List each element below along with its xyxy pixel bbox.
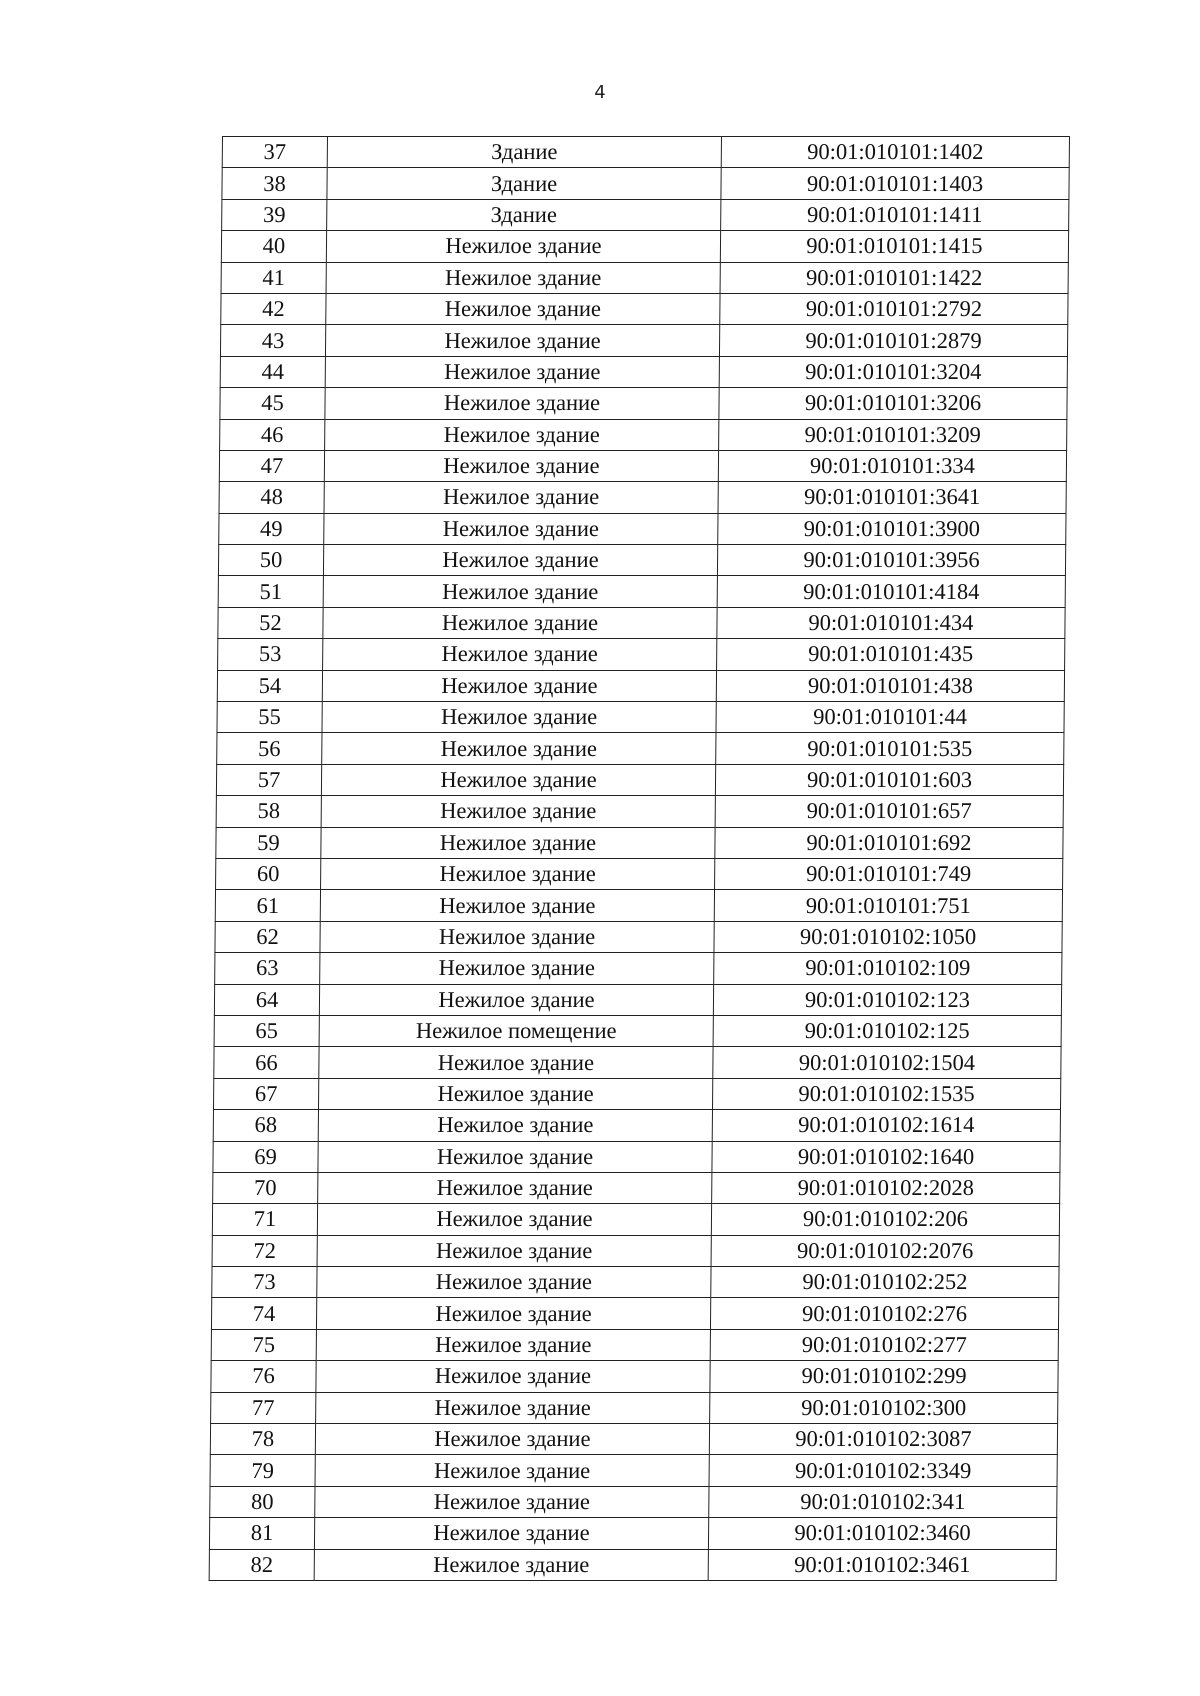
row-number-cell: 58	[216, 796, 321, 827]
object-type-cell: Нежилое здание	[323, 607, 717, 638]
table-row	[212, 1267, 1059, 1298]
page-number: 4	[594, 82, 606, 103]
object-type-cell: Здание	[327, 199, 721, 230]
row-number-cell: 78	[210, 1424, 315, 1455]
object-type-cell: Нежилое здание	[314, 1549, 708, 1580]
cadastral-number-cell: 90:01:010102:276	[710, 1298, 1058, 1329]
object-type-cell: Нежилое здание	[315, 1455, 709, 1486]
row-number-cell: 54	[217, 670, 322, 701]
object-type-cell: Нежилое здание	[317, 1267, 711, 1298]
cadastral-number-cell: 90:01:010101:1403	[721, 168, 1069, 199]
object-type-cell: Нежилое здание	[319, 1047, 713, 1078]
table-container	[209, 136, 1069, 1581]
table-row	[214, 1015, 1061, 1046]
object-type-cell: Нежилое здание	[325, 325, 719, 356]
cadastral-number-cell: 90:01:010101:3209	[719, 419, 1067, 450]
cadastral-number-cell: 90:01:010101:751	[714, 890, 1062, 921]
object-type-cell: Нежилое здание	[317, 1235, 711, 1266]
table-row	[213, 1078, 1060, 1109]
cadastral-number-cell: 90:01:010102:300	[710, 1392, 1058, 1423]
table-row	[211, 1392, 1058, 1423]
row-number-cell: 65	[214, 1015, 319, 1046]
table-row	[219, 450, 1066, 481]
row-number-cell: 61	[215, 890, 320, 921]
object-type-cell: Нежилое здание	[315, 1486, 709, 1517]
row-number-cell: 60	[216, 858, 321, 889]
object-type-cell: Нежилое здание	[326, 262, 720, 293]
table-row	[222, 199, 1069, 230]
row-number-cell: 79	[210, 1455, 315, 1486]
table-row	[215, 953, 1062, 984]
cadastral-number-cell: 90:01:010101:434	[717, 607, 1065, 638]
row-number-cell: 41	[221, 262, 326, 293]
object-type-cell: Нежилое здание	[316, 1392, 710, 1423]
row-number-cell: 70	[213, 1172, 318, 1203]
cadastral-number-cell: 90:01:010102:123	[713, 984, 1061, 1015]
table-row	[219, 482, 1066, 513]
row-number-cell: 37	[222, 137, 327, 168]
cadastral-number-cell: 90:01:010102:3087	[709, 1424, 1057, 1455]
table-row	[214, 1047, 1061, 1078]
row-number-cell: 43	[220, 325, 325, 356]
cadastral-number-cell: 90:01:010101:3641	[718, 482, 1066, 513]
table-row	[216, 796, 1063, 827]
cadastral-number-cell: 90:01:010102:206	[711, 1204, 1059, 1235]
cadastral-number-cell: 90:01:010102:3349	[709, 1455, 1057, 1486]
cadastral-number-cell: 90:01:010101:603	[715, 764, 1063, 795]
table-row	[217, 733, 1064, 764]
cadastral-number-cell: 90:01:010102:125	[713, 1015, 1061, 1046]
object-type-cell: Нежилое здание	[323, 576, 717, 607]
table-row	[211, 1329, 1058, 1360]
table-row	[213, 1172, 1060, 1203]
cadastral-number-cell: 90:01:010102:3461	[708, 1549, 1056, 1580]
cadastral-number-cell: 90:01:010101:3206	[719, 388, 1067, 419]
object-type-cell: Нежилое здание	[325, 356, 719, 387]
row-number-cell: 67	[213, 1078, 318, 1109]
row-number-cell: 81	[209, 1518, 314, 1549]
table-row	[213, 1141, 1060, 1172]
table-body	[209, 137, 1069, 1581]
table-row	[212, 1204, 1059, 1235]
row-number-cell: 76	[211, 1361, 316, 1392]
table-row	[209, 1518, 1056, 1549]
object-type-cell: Нежилое здание	[322, 702, 716, 733]
cadastral-number-cell: 90:01:010101:438	[716, 670, 1064, 701]
cadastral-number-cell: 90:01:010102:299	[710, 1361, 1058, 1392]
row-number-cell: 75	[211, 1329, 316, 1360]
table-row	[221, 293, 1068, 324]
cadastral-number-cell: 90:01:010101:535	[716, 733, 1064, 764]
row-number-cell: 66	[214, 1047, 319, 1078]
object-type-cell: Нежилое здание	[315, 1424, 709, 1455]
cadastral-number-cell: 90:01:010101:3900	[718, 513, 1066, 544]
cadastral-number-cell: 90:01:010101:1411	[721, 199, 1069, 230]
table-row	[220, 325, 1067, 356]
cadastral-number-cell: 90:01:010101:692	[715, 827, 1063, 858]
row-number-cell: 73	[212, 1267, 317, 1298]
object-type-cell: Нежилое здание	[324, 450, 718, 481]
row-number-cell: 46	[220, 419, 325, 450]
object-type-cell: Здание	[327, 137, 721, 168]
row-number-cell: 56	[217, 733, 322, 764]
object-type-cell: Нежилое здание	[323, 545, 717, 576]
cadastral-number-cell: 90:01:010102:2028	[712, 1172, 1060, 1203]
object-type-cell: Нежилое здание	[321, 764, 715, 795]
cadastral-number-cell: 90:01:010102:341	[709, 1486, 1057, 1517]
row-number-cell: 82	[209, 1549, 314, 1580]
row-number-cell: 72	[212, 1235, 317, 1266]
cadastral-number-cell: 90:01:010101:2879	[719, 325, 1067, 356]
object-type-cell: Нежилое здание	[314, 1518, 708, 1549]
table-row	[211, 1298, 1058, 1329]
object-type-cell: Нежилое здание	[318, 1110, 712, 1141]
cadastral-number-cell: 90:01:010101:3204	[719, 356, 1067, 387]
object-type-cell: Нежилое здание	[316, 1329, 710, 1360]
object-type-cell: Нежилое здание	[324, 513, 718, 544]
object-type-cell: Нежилое здание	[320, 921, 714, 952]
cadastral-number-cell: 90:01:010102:109	[714, 953, 1062, 984]
row-number-cell: 48	[219, 482, 324, 513]
object-type-cell: Нежилое здание	[321, 796, 715, 827]
object-type-cell: Нежилое здание	[318, 1172, 712, 1203]
object-type-cell: Нежилое здание	[319, 984, 713, 1015]
cadastral-number-cell: 90:01:010101:2792	[720, 293, 1068, 324]
cadastral-number-cell: 90:01:010101:334	[718, 450, 1066, 481]
object-type-cell: Нежилое здание	[322, 733, 716, 764]
table-row	[215, 921, 1062, 952]
cadastral-number-cell: 90:01:010101:1415	[720, 231, 1068, 262]
table-row	[210, 1424, 1057, 1455]
table-row	[210, 1486, 1057, 1517]
table-row	[217, 702, 1064, 733]
cadastral-number-cell: 90:01:010101:1422	[720, 262, 1068, 293]
object-type-cell: Нежилое здание	[318, 1141, 712, 1172]
cadastral-number-cell: 90:01:010102:3460	[708, 1518, 1056, 1549]
object-type-cell: Нежилое здание	[324, 482, 718, 513]
row-number-cell: 62	[215, 921, 320, 952]
cadastral-number-cell: 90:01:010102:1640	[712, 1141, 1060, 1172]
row-number-cell: 57	[216, 764, 321, 795]
row-number-cell: 38	[222, 168, 327, 199]
object-type-cell: Нежилое здание	[316, 1361, 710, 1392]
objects-table	[209, 136, 1070, 1581]
object-type-cell: Нежилое здание	[321, 827, 715, 858]
cadastral-number-cell: 90:01:010101:3956	[717, 545, 1065, 576]
table-row	[222, 168, 1069, 199]
row-number-cell: 51	[218, 576, 323, 607]
object-type-cell: Нежилое здание	[317, 1204, 711, 1235]
row-number-cell: 52	[218, 607, 323, 638]
table-row	[220, 419, 1067, 450]
table-row	[218, 545, 1065, 576]
object-type-cell: Нежилое здание	[320, 953, 714, 984]
cadastral-number-cell: 90:01:010102:277	[710, 1329, 1058, 1360]
object-type-cell: Нежилое здание	[320, 890, 714, 921]
cadastral-number-cell: 90:01:010102:252	[711, 1267, 1059, 1298]
table-row	[218, 639, 1065, 670]
table-row	[213, 1110, 1060, 1141]
object-type-cell: Здание	[327, 168, 721, 199]
row-number-cell: 63	[215, 953, 320, 984]
table-row	[216, 764, 1063, 795]
row-number-cell: 53	[218, 639, 323, 670]
cadastral-number-cell: 90:01:010101:657	[715, 796, 1063, 827]
object-type-cell: Нежилое помещение	[319, 1015, 713, 1046]
object-type-cell: Нежилое здание	[322, 670, 716, 701]
row-number-cell: 77	[211, 1392, 316, 1423]
cadastral-number-cell: 90:01:010102:2076	[711, 1235, 1059, 1266]
table-row	[217, 670, 1064, 701]
row-number-cell: 44	[220, 356, 325, 387]
row-number-cell: 42	[221, 293, 326, 324]
cadastral-number-cell: 90:01:010101:44	[716, 702, 1064, 733]
table-row	[220, 356, 1067, 387]
table-row	[214, 984, 1061, 1015]
object-type-cell: Нежилое здание	[326, 293, 720, 324]
cadastral-number-cell: 90:01:010102:1614	[712, 1110, 1060, 1141]
object-type-cell: Нежилое здание	[316, 1298, 710, 1329]
table-row	[221, 231, 1068, 262]
table-row	[216, 827, 1063, 858]
cadastral-number-cell: 90:01:010101:749	[715, 858, 1063, 889]
row-number-cell: 64	[214, 984, 319, 1015]
row-number-cell: 59	[216, 827, 321, 858]
object-type-cell: Нежилое здание	[318, 1078, 712, 1109]
row-number-cell: 69	[213, 1141, 318, 1172]
table-row	[222, 137, 1069, 168]
table-row	[210, 1455, 1057, 1486]
row-number-cell: 49	[219, 513, 324, 544]
table-row	[218, 576, 1065, 607]
table-row	[218, 607, 1065, 638]
table-row	[211, 1361, 1058, 1392]
object-type-cell: Нежилое здание	[326, 231, 720, 262]
table-row	[219, 513, 1066, 544]
object-type-cell: Нежилое здание	[323, 639, 717, 670]
table-row	[216, 858, 1063, 889]
cadastral-number-cell: 90:01:010101:435	[717, 639, 1065, 670]
cadastral-number-cell: 90:01:010101:1402	[721, 137, 1069, 168]
cadastral-number-cell: 90:01:010102:1504	[713, 1047, 1061, 1078]
object-type-cell: Нежилое здание	[325, 388, 719, 419]
table-row	[215, 890, 1062, 921]
row-number-cell: 50	[218, 545, 323, 576]
row-number-cell: 80	[210, 1486, 315, 1517]
cadastral-number-cell: 90:01:010102:1535	[712, 1078, 1060, 1109]
row-number-cell: 74	[211, 1298, 316, 1329]
row-number-cell: 55	[217, 702, 322, 733]
table-row	[212, 1235, 1059, 1266]
row-number-cell: 39	[222, 199, 327, 230]
table-row	[220, 388, 1067, 419]
table-row	[209, 1549, 1056, 1580]
object-type-cell: Нежилое здание	[325, 419, 719, 450]
row-number-cell: 45	[220, 388, 325, 419]
object-type-cell: Нежилое здание	[321, 858, 715, 889]
row-number-cell: 71	[212, 1204, 317, 1235]
row-number-cell: 47	[219, 450, 324, 481]
cadastral-number-cell: 90:01:010102:1050	[714, 921, 1062, 952]
row-number-cell: 40	[221, 231, 326, 262]
table-row	[221, 262, 1068, 293]
row-number-cell: 68	[213, 1110, 318, 1141]
cadastral-number-cell: 90:01:010101:4184	[717, 576, 1065, 607]
